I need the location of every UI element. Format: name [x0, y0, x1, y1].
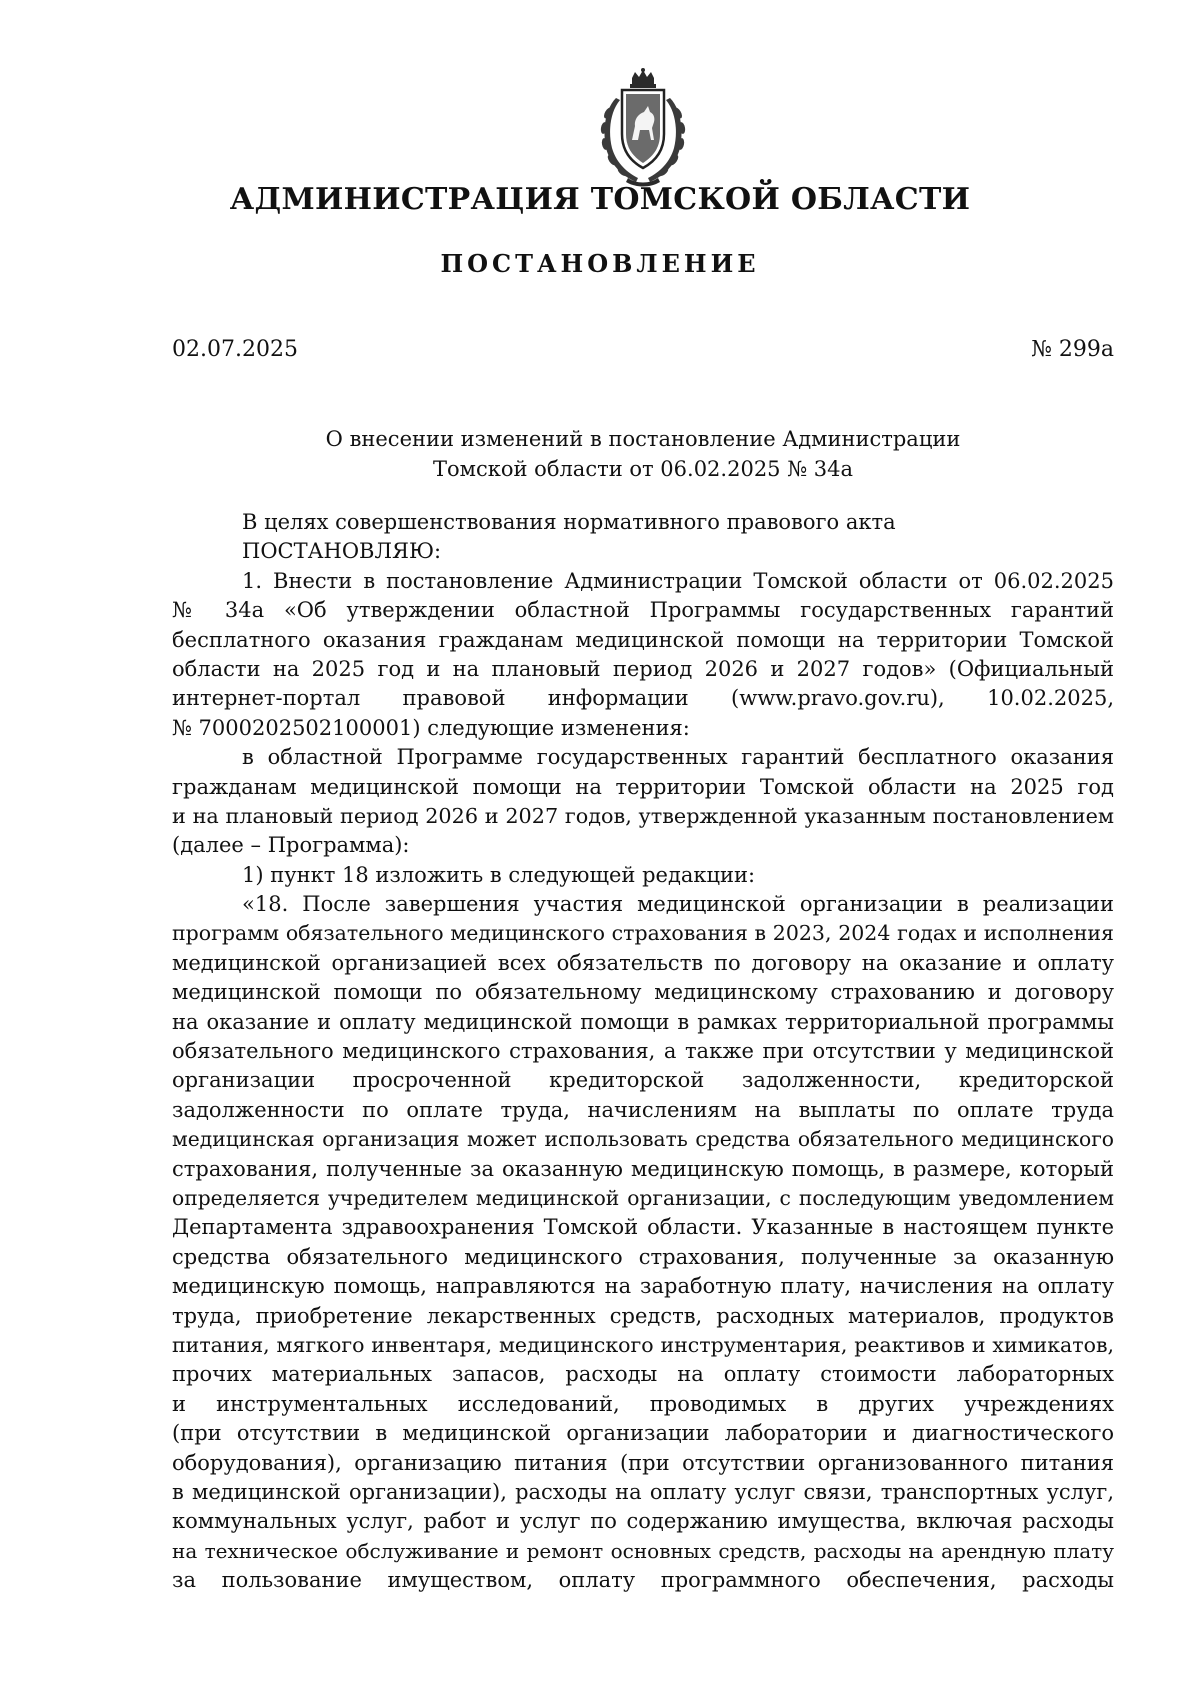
- body-line: труда, приобретение лекарственных средств, расходных материалов, продуктов: [172, 1303, 1114, 1328]
- coat-of-arms-icon: [588, 68, 698, 190]
- body-line: и на плановый период 2026 и 2027 годов, утвержденной указанным постановлением: [172, 803, 1114, 828]
- body-line: организации просроченной кредиторской задолженности, кредиторской: [172, 1068, 1114, 1093]
- body-line: (далее – Программа):: [172, 833, 410, 858]
- document-number: № 299а: [1031, 337, 1114, 362]
- body-line: на оказание и оплату медицинской помощи в рамках территориальной программы: [172, 1009, 1114, 1034]
- body-line: страхования, полученные за оказанную медицинскую помощь, в размере, который: [172, 1156, 1114, 1181]
- body-line: 1) пункт 18 изложить в следующей редакции:: [242, 862, 756, 887]
- body-line: 1. Внести в постановление Администрации Томской области от 06.02.2025: [242, 568, 1114, 593]
- body-line: обязательного медицинского страхования, а также при отсутствии у медицинской: [172, 1039, 1114, 1064]
- body-line: № 34а «Об утверждении областной Программы государственных гарантий: [172, 598, 1114, 623]
- subject-line: Томской области от 06.02.2025 № 34а: [432, 457, 854, 481]
- body-line: в медицинской организации), расходы на оплату услуг связи, транспортных услуг,: [172, 1479, 1114, 1504]
- body-line: в областной Программе государственных гарантий бесплатного оказания: [242, 745, 1114, 770]
- body-line: коммунальных услуг, работ и услуг по содержанию имущества, включая расходы: [172, 1509, 1114, 1534]
- body-line: программ обязательного медицинского страхования в 2023, 2024 годах и исполнения: [172, 921, 1114, 946]
- body-line: бесплатного оказания гражданам медицинской помощи на территории Томской: [172, 627, 1114, 652]
- body-line: питания, мягкого инвентаря, медицинского инструментария, реактивов и химикатов,: [172, 1332, 1114, 1357]
- document-subject: [172, 424, 1114, 484]
- organization-title: АДМИНИСТРАЦИЯ ТОМСКОЙ ОБЛАСТИ: [229, 182, 971, 217]
- body-line: за пользование имуществом, оплату программного обеспечения, расходы: [172, 1568, 1114, 1593]
- body-line: задолженности по оплате труда, начислениям на выплаты по оплате труда: [172, 1097, 1114, 1122]
- body-line: области на 2025 год и на плановый период 2026 и 2027 годов» (Официальный: [172, 656, 1114, 681]
- body-line: и инструментальных исследований, проводимых в других учреждениях: [172, 1391, 1114, 1416]
- body-line: средства обязательного медицинского страхования, полученные за оказанную: [172, 1244, 1114, 1269]
- body-line: оборудования), организацию питания (при отсутствии организованного питания: [172, 1450, 1114, 1475]
- document-body: [172, 508, 1114, 1595]
- body-line: Департамента здравоохранения Томской области. Указанные в настоящем пункте: [172, 1215, 1114, 1240]
- body-line: ПОСТАНОВЛЯЮ:: [242, 539, 442, 564]
- body-line: интернет-портал правовой информации (www.pravo.gov.ru), 10.02.2025,: [172, 686, 1114, 711]
- body-line: (при отсутствии в медицинской организации лаборатории и диагностического: [172, 1421, 1114, 1446]
- body-line: гражданам медицинской помощи на территории Томской области на 2025 год: [172, 774, 1114, 799]
- body-line: медицинской помощи по обязательному медицинскому страхованию и договору: [172, 980, 1114, 1005]
- subject-line: О внесении изменений в постановление Администрации: [325, 427, 961, 451]
- body-line: медицинская организация может использовать средства обязательного медицинского: [172, 1127, 1114, 1152]
- body-line: на техническое обслуживание и ремонт основных средств, расходы на арендную плату: [172, 1538, 1114, 1563]
- body-line: медицинскую помощь, направляются на заработную плату, начисления на оплату: [172, 1274, 1114, 1299]
- body-line: № 7000202502100001) следующие изменения:: [172, 715, 690, 740]
- document-date: 02.07.2025: [172, 337, 298, 362]
- body-line: В целях совершенствования нормативного правового акта: [242, 510, 896, 534]
- body-line: определяется учредителем медицинской организации, с последующим уведомлением: [172, 1185, 1114, 1210]
- body-line: «18. После завершения участия медицинской организации в реализации: [242, 892, 1114, 917]
- body-line: прочих материальных запасов, расходы на оплату стоимости лабораторных: [172, 1362, 1114, 1387]
- body-line: медицинской организацией всех обязательств по договору на оказание и оплату: [172, 950, 1114, 975]
- document-type-heading: ПОСТАНОВЛЕНИЕ: [440, 249, 760, 278]
